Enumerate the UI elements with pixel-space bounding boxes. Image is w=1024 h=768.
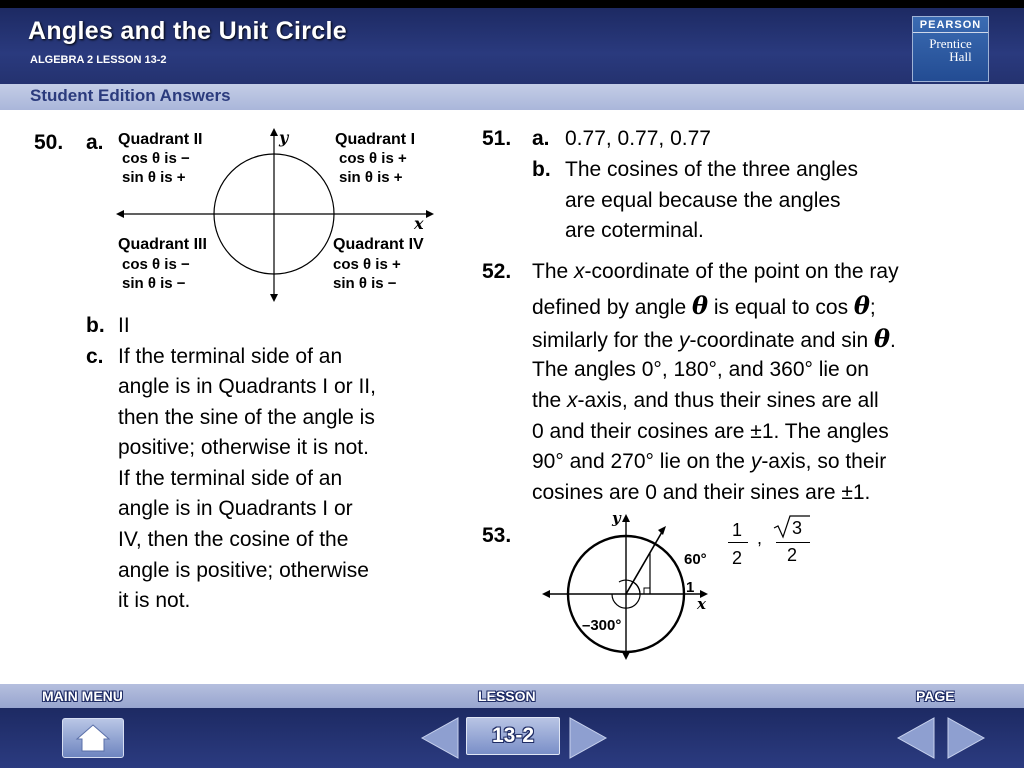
q53-x-left-arrow (542, 590, 550, 598)
q52-line-5 (532, 390, 879, 411)
q52-l1-c: -coordinate of the point on the ray (584, 260, 899, 283)
page-subtitle: ALGEBRA 2 LESSON 13-2 (30, 54, 167, 66)
q52-l5-c: -axis, and thus their sines are all (577, 389, 879, 412)
page-label: PAGE (916, 688, 955, 704)
q50-c-line-6: angle is in Quadrants I or (118, 497, 353, 520)
q50-b-text: II (118, 314, 130, 337)
frac2-denominator: 2 (787, 545, 798, 565)
logo-line-2: Prentice (929, 36, 972, 51)
q52-l3-a: similarly for the (532, 329, 680, 352)
q51-b-line-2: are equal because the angles (565, 189, 841, 212)
q4-cos: cos θ is + (333, 256, 401, 273)
q2-sin: sin θ is + (122, 169, 186, 186)
q53-x-label: x (697, 595, 706, 613)
answer-comma: , (757, 528, 763, 548)
q52-line-1 (532, 261, 899, 282)
nav-footer (0, 708, 1024, 768)
page-next-button[interactable] (946, 716, 986, 760)
y-axis-bottom-arrow (270, 294, 278, 302)
page-prev-button[interactable] (896, 716, 936, 760)
q52-l3-c: -coordinate and sin (689, 329, 874, 352)
q4-sin: sin θ is − (333, 275, 397, 292)
q52-number: 52. (482, 260, 512, 283)
q50-c-label: c. (86, 345, 104, 368)
q53-number: 53. (482, 524, 512, 547)
terminal-ray-arrow (658, 526, 666, 535)
lesson-next-button[interactable] (568, 716, 608, 760)
q50-c-line-3: then the sine of the angle is (118, 406, 375, 429)
q1-sin: sin θ is + (339, 169, 403, 186)
logo-line-1: PEARSON (913, 17, 988, 33)
q50-number: 50. (34, 131, 64, 154)
theta-symbol-2: θ (853, 291, 870, 320)
q51-number: 51. (482, 127, 512, 150)
q52-l5-a: the (532, 389, 568, 412)
q53-one-label: 1 (686, 579, 695, 596)
q52-l1-x: x (574, 260, 585, 283)
q3-cos: cos θ is − (122, 256, 190, 273)
q52-l1-a: The (532, 260, 575, 283)
page-title: Angles and the Unit Circle (28, 17, 347, 45)
lesson-number-box[interactable] (466, 717, 560, 755)
q52-l7-y: y (750, 450, 762, 473)
lesson-prev-button[interactable] (420, 716, 460, 760)
x-axis-right-arrow (426, 210, 434, 218)
q50-a-label: a. (86, 131, 104, 154)
terminal-ray (626, 532, 662, 594)
q2-cos: cos θ is − (122, 150, 190, 167)
q50-c-line-8: angle is positive; otherwise (118, 559, 369, 582)
main-menu-label: MAIN MENU (42, 688, 123, 704)
q50-y-label: y (279, 128, 289, 147)
q52-line-3 (532, 324, 896, 353)
x-axis-left-arrow (116, 210, 124, 218)
q50-c-line-2: angle is in Quadrants I or II, (118, 375, 376, 398)
q52-line-6: 0 and their cosines are ±1. The angles (532, 420, 889, 443)
section-label: Student Edition Answers (30, 86, 231, 105)
q4-name: Quadrant IV (333, 236, 424, 253)
q51-a-label: a. (532, 127, 550, 150)
q3-sin: sin θ is − (122, 275, 186, 292)
q50-c-line-7: IV, then the cosine of the (118, 528, 349, 551)
theta-symbol-3: θ (873, 324, 890, 353)
q2-name: Quadrant II (118, 131, 203, 148)
q51-b-line-3: are coterminal. (565, 219, 704, 242)
q53-angle-label: 60° (684, 551, 707, 568)
q53-neg-angle-label: –300° (582, 617, 622, 634)
q50-c-line-9: it is not. (118, 589, 191, 612)
frac1-numerator: 1 (732, 520, 743, 540)
q1-cos: cos θ is + (339, 150, 407, 167)
section-bar (0, 84, 1024, 110)
frac2-bar (776, 542, 810, 543)
q52-l2-b: is equal to cos (707, 296, 854, 319)
main-menu-button[interactable] (62, 718, 124, 758)
q52-l3-y: y (679, 329, 690, 352)
q50-c-line-1: If the terminal side of an (118, 345, 343, 368)
lesson-label: LESSON (478, 688, 536, 704)
q3-name: Quadrant III (118, 236, 207, 253)
q52-l2-a: defined by angle (532, 296, 692, 319)
q52-l2-c: ; (869, 296, 876, 319)
content-area (0, 110, 1024, 684)
q52-line-4: The angles 0°, 180°, and 360° lie on (532, 358, 869, 381)
q52-l7-a: 90° and 270° lie on the (532, 450, 751, 473)
q51-b-line-1: The cosines of the three angles (565, 158, 859, 181)
right-angle-mark (644, 588, 650, 594)
nav-label-bar (0, 684, 1024, 708)
q51-b-label: b. (532, 158, 551, 181)
q53-y-bottom-arrow (622, 652, 630, 660)
q50-b-label: b. (86, 314, 105, 337)
q52-l5-x: x (567, 389, 578, 412)
frac2-numerator: 3 (792, 518, 803, 538)
q50-x-label: x (414, 214, 424, 233)
logo-line-3: Hall (949, 49, 972, 64)
home-icon (63, 719, 123, 757)
y-axis-top-arrow (270, 128, 278, 136)
q53-y-label: y (612, 509, 621, 527)
header (0, 8, 1024, 84)
q52-l3-d: . (890, 329, 896, 352)
q52-l7-c: -axis, so their (761, 450, 887, 473)
q50-c-line-4: positive; otherwise it is not. (118, 436, 369, 459)
q1-name: Quadrant I (335, 131, 416, 148)
q52-line-2 (532, 291, 876, 320)
q53-y-top-arrow (622, 514, 630, 522)
theta-symbol-1: θ (691, 291, 708, 320)
frac1-bar (728, 542, 748, 543)
frac1-denominator: 2 (732, 548, 743, 568)
lesson-number: 13-2 (491, 724, 535, 747)
q52-line-7 (532, 451, 886, 472)
q50-c-line-5: If the terminal side of an (118, 467, 343, 490)
pearson-logo (912, 16, 989, 82)
q51-a-text: 0.77, 0.77, 0.77 (565, 127, 711, 150)
q52-line-8: cosines are 0 and their sines are ±1. (532, 481, 871, 504)
